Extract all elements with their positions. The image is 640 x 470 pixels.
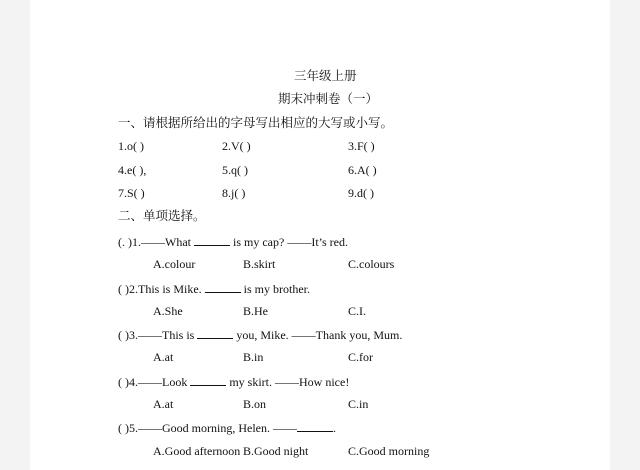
option: A.She <box>153 304 183 318</box>
question-text: 3.——This is <box>129 328 195 342</box>
option: B.in <box>243 350 264 364</box>
question-text: is my brother. <box>243 282 310 296</box>
section2-heading: 二、单项选择。 <box>118 209 206 223</box>
option: C.colours <box>348 257 395 271</box>
letter-item: 4.e( ), <box>118 163 147 177</box>
answer-bracket: ( ) <box>118 375 129 389</box>
question-1 <box>118 234 348 249</box>
option: A.colour <box>153 257 196 271</box>
question-2 <box>118 281 310 296</box>
question-5 <box>118 420 336 435</box>
doc-exam-title: 期末冲刺卷（一） <box>278 92 379 106</box>
answer-blank <box>197 327 233 339</box>
question-text: 2.This is Mike. <box>129 282 202 296</box>
option: A.at <box>153 350 174 364</box>
answer-blank <box>194 234 230 246</box>
question-text: 4.——Look <box>129 375 188 389</box>
letter-item: 9.d( ) <box>348 186 374 200</box>
option: C.Good morning <box>348 444 430 458</box>
letter-item: 8.j( ) <box>222 186 246 200</box>
doc-grade: 三年级上册 <box>294 69 357 83</box>
letter-item: 1.o( ) <box>118 139 144 153</box>
letter-item: 5.q( ) <box>222 163 248 177</box>
letter-item: 2.V( ) <box>222 139 251 153</box>
letter-item: 6.A( ) <box>348 163 377 177</box>
question-text: . <box>332 421 336 435</box>
question-text: you, Mike. ——Thank you, Mum. <box>236 328 403 342</box>
question-text: 1.——What <box>132 235 191 249</box>
answer-bracket: (. ) <box>118 235 132 249</box>
letter-item: 3.F( ) <box>348 139 375 153</box>
question-3 <box>118 327 402 342</box>
letter-item: 7.S( ) <box>118 186 145 200</box>
option: C.in <box>348 397 369 411</box>
option: B.Good night <box>243 444 309 458</box>
document-page <box>30 0 610 470</box>
option: B.on <box>243 397 267 411</box>
answer-blank <box>297 420 333 432</box>
section1-heading: 一、请根据所给出的字母写出相应的大写或小写。 <box>118 116 394 130</box>
option: B.skirt <box>243 257 276 271</box>
answer-blank <box>190 374 226 386</box>
question-text: 5.——Good morning, Helen. —— <box>129 421 297 435</box>
answer-bracket: ( ) <box>118 421 129 435</box>
answer-bracket: ( ) <box>118 328 129 342</box>
option: A.at <box>153 397 174 411</box>
question-text: is my cap? ——It’s red. <box>233 235 348 249</box>
answer-blank <box>205 281 241 293</box>
question-text: my skirt. ——How nice! <box>229 375 350 389</box>
option: B.He <box>243 304 268 318</box>
option: C.I. <box>348 304 366 318</box>
answer-bracket: ( ) <box>118 282 129 296</box>
option: C.for <box>348 350 373 364</box>
question-4 <box>118 374 349 389</box>
option: A.Good afternoon <box>153 444 241 458</box>
